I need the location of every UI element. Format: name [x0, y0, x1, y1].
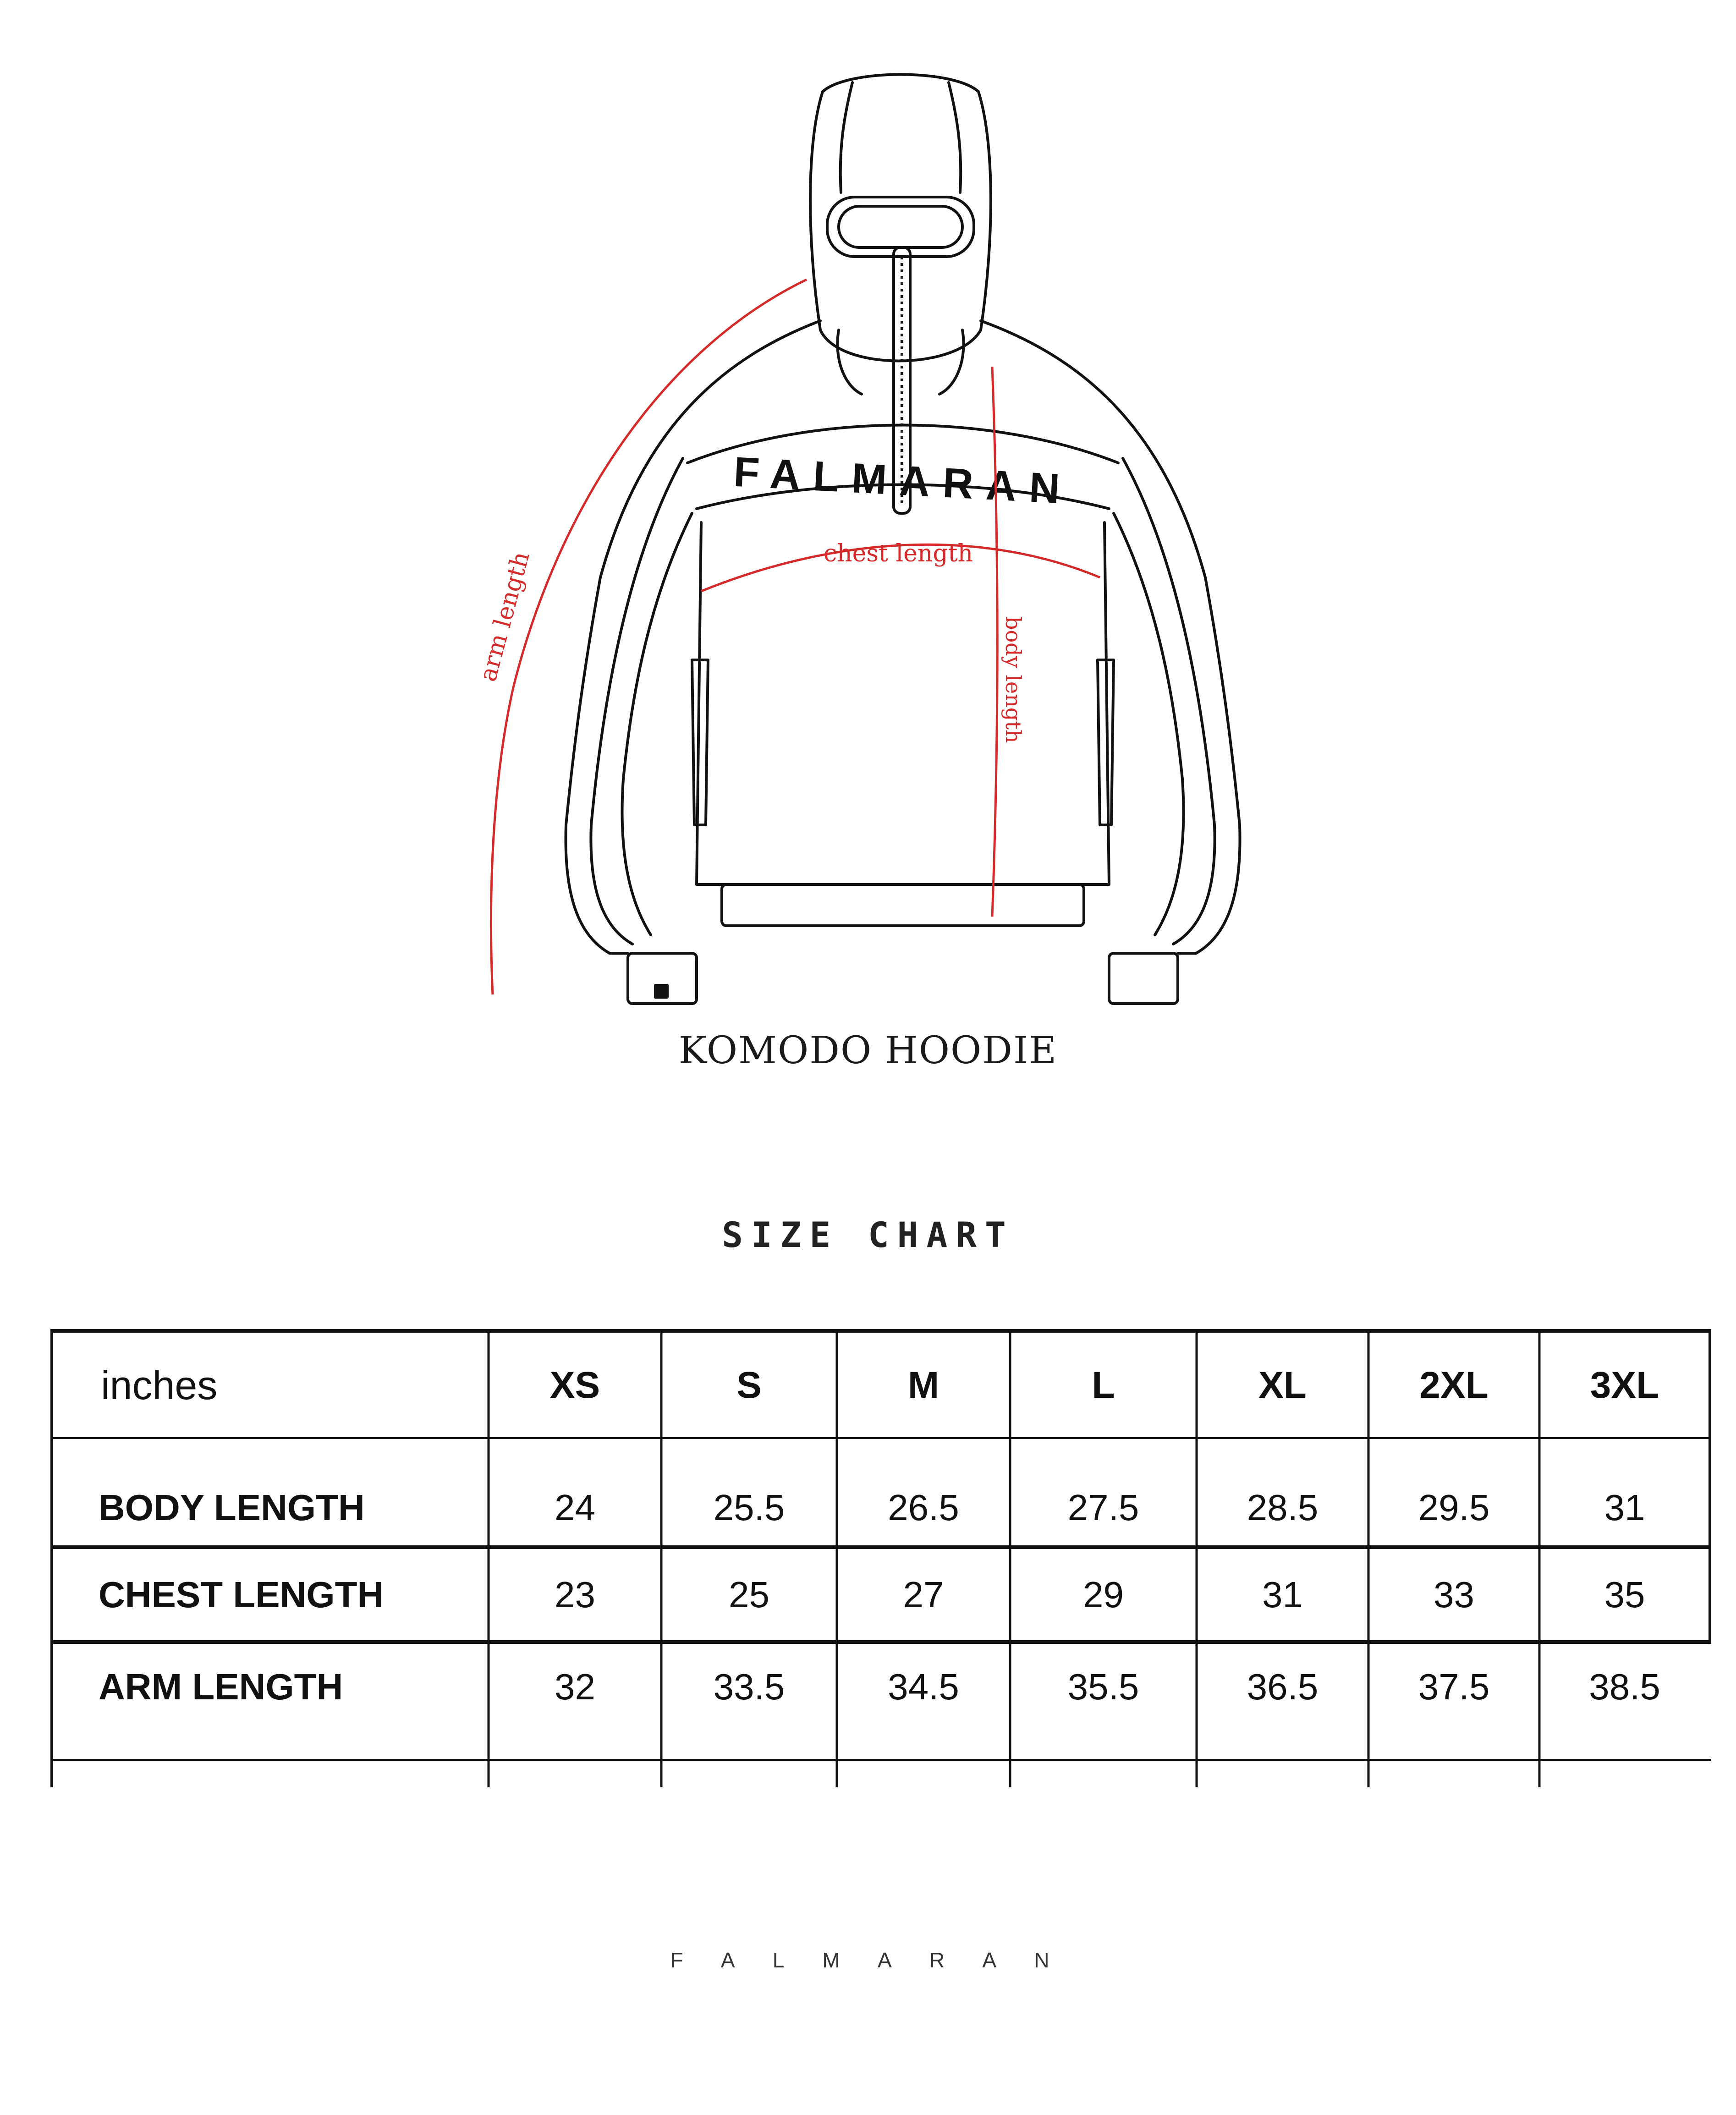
chest-length-m: 27	[903, 1574, 944, 1615]
body-length-label: body length	[1001, 616, 1026, 743]
arm-length-2xl: 37.5	[1418, 1666, 1490, 1707]
hem-band	[722, 884, 1084, 926]
arm-length-xl: 36.5	[1247, 1666, 1318, 1707]
hood-outline	[810, 75, 991, 361]
body-length-3xl: 31	[1604, 1487, 1645, 1528]
chest-length-xs: 23	[555, 1574, 595, 1615]
size-header-2xl: 2XL	[1419, 1364, 1489, 1406]
arm-length-line	[491, 280, 807, 994]
row-label-chest-length: CHEST LENGTH	[99, 1574, 384, 1615]
unit-label: inches	[101, 1362, 218, 1408]
left-sleeve-piping	[622, 513, 692, 935]
chest-length-xl: 31	[1262, 1574, 1303, 1615]
chest-length-label: chest length	[823, 540, 973, 567]
size-header-xs: XS	[549, 1364, 600, 1406]
body-length-l: 27.5	[1067, 1487, 1139, 1528]
right-sleeve-piping	[1114, 513, 1184, 935]
product-title: KOMODO HOODIE	[678, 1029, 1058, 1072]
chest-length-2xl: 33	[1434, 1574, 1474, 1615]
row-label-arm-length: ARM LENGTH	[99, 1666, 343, 1707]
hoodie-illustration	[0, 0, 1736, 1008]
arm-length-xs: 32	[555, 1666, 595, 1707]
size-header-s: S	[736, 1364, 762, 1406]
body-length-xs: 24	[555, 1487, 595, 1528]
body-outline	[566, 321, 1240, 953]
body-length-2xl: 29.5	[1418, 1487, 1490, 1528]
arm-length-3xl: 38.5	[1589, 1666, 1660, 1707]
size-header-xl: XL	[1258, 1364, 1307, 1406]
size-header-l: L	[1092, 1364, 1115, 1406]
size-chart-title: SIZE CHART	[722, 1214, 1014, 1255]
body-length-xl: 28.5	[1247, 1487, 1318, 1528]
row-label-body-length: BODY LENGTH	[99, 1487, 365, 1528]
chest-length-s: 25	[729, 1574, 769, 1615]
hood-seam-left	[841, 82, 852, 192]
body-length-m: 26.5	[888, 1487, 959, 1528]
arm-length-label: arm length	[474, 549, 535, 685]
hoodie-drawing	[0, 0, 1736, 1008]
brand-footer: F A L M A R A N	[670, 1948, 1066, 1972]
hood-seam-right	[949, 82, 961, 192]
right-cuff	[1109, 953, 1178, 1004]
chest-length-3xl: 35	[1604, 1574, 1645, 1615]
face-opening-inner	[839, 206, 962, 247]
right-sleeve-inner	[1123, 458, 1215, 944]
arm-length-l: 35.5	[1067, 1666, 1139, 1707]
size-chart-table	[50, 1329, 1711, 1787]
cuff-label	[655, 985, 667, 997]
arm-length-m: 34.5	[888, 1666, 959, 1707]
arm-length-s: 33.5	[713, 1666, 785, 1707]
size-header-m: M	[907, 1364, 939, 1406]
chest-length-l: 29	[1083, 1574, 1124, 1615]
body-length-line	[992, 367, 997, 917]
torso-outline	[697, 522, 1109, 884]
size-header-3xl: 3XL	[1590, 1364, 1659, 1406]
body-length-s: 25.5	[713, 1487, 785, 1528]
left-sleeve-inner	[591, 458, 683, 944]
chest-brand-print: FALMARAN	[732, 448, 1074, 513]
